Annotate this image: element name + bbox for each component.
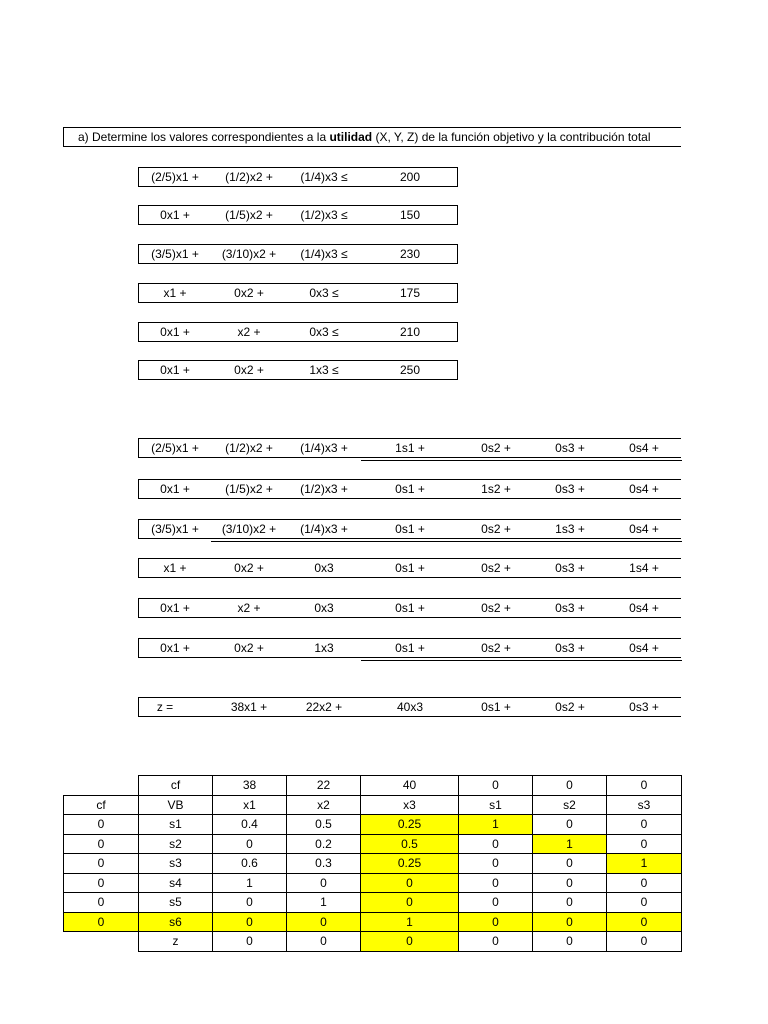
term: (1/5)x2 + bbox=[225, 482, 273, 496]
term: 0s1 + bbox=[395, 561, 425, 575]
term: 0s4 + bbox=[629, 601, 659, 615]
term: 0x3 ≤ bbox=[309, 286, 339, 300]
term: 1s3 + bbox=[555, 522, 585, 536]
cf-cell: 0 bbox=[533, 776, 607, 796]
term: 0s2 + bbox=[481, 441, 511, 455]
cell: 1 bbox=[287, 893, 361, 913]
term: 1x3 ≤ bbox=[309, 363, 339, 377]
term: 0s2 + bbox=[481, 522, 511, 536]
term: (1/2)x2 + bbox=[225, 441, 273, 455]
term: (2/5)x1 + bbox=[151, 170, 199, 184]
term: 1x3 bbox=[314, 641, 334, 655]
term: 0x3 bbox=[314, 601, 334, 615]
term: (2/5)x1 + bbox=[151, 441, 199, 455]
term: (1/4)x3 ≤ bbox=[300, 247, 348, 261]
standard-row-3 bbox=[138, 519, 681, 539]
cell: 0 bbox=[64, 834, 139, 854]
cf-cell: 0 bbox=[607, 776, 682, 796]
term: 0s2 + bbox=[481, 561, 511, 575]
cell: 0.25 bbox=[361, 854, 459, 874]
statement-bold: utilidad bbox=[329, 130, 373, 144]
z-row bbox=[64, 932, 682, 952]
cell: s3 bbox=[139, 854, 213, 874]
cell: 0 bbox=[64, 873, 139, 893]
rhs: 230 bbox=[399, 247, 421, 261]
term: 0x1 + bbox=[160, 363, 190, 377]
cell: 0 bbox=[287, 873, 361, 893]
header-cell: x1 bbox=[213, 795, 287, 815]
cell: 0 bbox=[64, 815, 139, 835]
simplex-tableau bbox=[63, 775, 682, 952]
term: 1s1 + bbox=[395, 441, 425, 455]
cell: 0 bbox=[459, 893, 533, 913]
term: 0s4 + bbox=[629, 641, 659, 655]
term: 0x1 + bbox=[160, 601, 190, 615]
table-row bbox=[64, 834, 682, 854]
cell: 0 bbox=[533, 854, 607, 874]
term: 1s2 + bbox=[481, 482, 511, 496]
standard-row-2 bbox=[138, 479, 681, 499]
constraint-6 bbox=[138, 360, 458, 380]
term: 0s3 + bbox=[629, 700, 659, 714]
term: 38x1 + bbox=[230, 700, 268, 714]
term: 0s3 + bbox=[555, 441, 585, 455]
cell: 0 bbox=[287, 912, 361, 932]
cell: 0.4 bbox=[213, 815, 287, 835]
term: 0x3 ≤ bbox=[309, 325, 339, 339]
term: 0s4 + bbox=[629, 522, 659, 536]
term: 0s3 + bbox=[555, 482, 585, 496]
header-cell: s1 bbox=[459, 795, 533, 815]
constraint-1 bbox=[138, 167, 458, 187]
term: 0s4 + bbox=[629, 441, 659, 455]
statement-suffix: (X, Y, Z) de la función objetivo y la contribución total bbox=[372, 130, 651, 144]
cell: 1 bbox=[361, 912, 459, 932]
cell: 0 bbox=[361, 873, 459, 893]
term: 0s1 + bbox=[395, 522, 425, 536]
cell: 1 bbox=[459, 815, 533, 835]
header-cell: cf bbox=[64, 795, 139, 815]
term: (1/5)x2 + bbox=[225, 208, 273, 222]
cf-cell: 22 bbox=[287, 776, 361, 796]
table-row bbox=[64, 815, 682, 835]
pivot-row bbox=[64, 912, 682, 932]
cell: 0 bbox=[459, 932, 533, 952]
term: (1/2)x2 + bbox=[225, 170, 273, 184]
cell: 0.25 bbox=[361, 815, 459, 835]
cell: 0 bbox=[607, 873, 682, 893]
cell: 0 bbox=[607, 932, 682, 952]
term: 0s2 + bbox=[555, 700, 585, 714]
cf-cell: 40 bbox=[361, 776, 459, 796]
standard-row-1 bbox=[138, 438, 681, 458]
statement-prefix: a) Determine los valores correspondientes a la bbox=[78, 130, 330, 144]
cell: 0 bbox=[213, 893, 287, 913]
term: 0s1 + bbox=[395, 601, 425, 615]
problem-statement bbox=[63, 127, 681, 147]
cell: 0 bbox=[533, 873, 607, 893]
term: 0x1 + bbox=[160, 641, 190, 655]
cf-cell: 0 bbox=[459, 776, 533, 796]
term: x1 + bbox=[163, 286, 187, 300]
term: (3/10)x2 + bbox=[221, 247, 277, 261]
term: (3/5)x1 + bbox=[151, 247, 199, 261]
term: (1/4)x3 + bbox=[300, 522, 348, 536]
cell: 0 bbox=[213, 932, 287, 952]
term: (1/2)x3 ≤ bbox=[300, 208, 348, 222]
cell: 1 bbox=[607, 854, 682, 874]
term: (1/4)x3 ≤ bbox=[300, 170, 348, 184]
term: 0s3 + bbox=[555, 601, 585, 615]
cell: 0 bbox=[213, 912, 287, 932]
table-row bbox=[64, 893, 682, 913]
cell: 0.3 bbox=[287, 854, 361, 874]
constraint-2 bbox=[138, 205, 458, 225]
term: (3/10)x2 + bbox=[221, 522, 277, 536]
cell: 0 bbox=[607, 815, 682, 835]
cell: 0 bbox=[533, 815, 607, 835]
cell: s6 bbox=[139, 912, 213, 932]
term: 1s4 + bbox=[629, 561, 659, 575]
term: 0x1 + bbox=[160, 325, 190, 339]
term: (3/5)x1 + bbox=[151, 522, 199, 536]
cell: 0 bbox=[533, 912, 607, 932]
cell: 0 bbox=[459, 834, 533, 854]
term: x1 + bbox=[163, 561, 187, 575]
rhs: 250 bbox=[399, 363, 421, 377]
term: 0x1 + bbox=[160, 208, 190, 222]
rhs: 200 bbox=[399, 170, 421, 184]
term: 0s1 + bbox=[395, 482, 425, 496]
cf-cell: 38 bbox=[213, 776, 287, 796]
term: x2 + bbox=[237, 601, 261, 615]
cf-label: cf bbox=[139, 776, 213, 796]
header-cell: s2 bbox=[533, 795, 607, 815]
term: 0s2 + bbox=[481, 641, 511, 655]
cell: 1 bbox=[213, 873, 287, 893]
header-row bbox=[64, 795, 682, 815]
cell: 0 bbox=[459, 912, 533, 932]
standard-row-5 bbox=[138, 598, 681, 618]
cell: 0 bbox=[64, 912, 139, 932]
cell: 0.2 bbox=[287, 834, 361, 854]
term: z = bbox=[156, 700, 174, 714]
cell: 0 bbox=[459, 854, 533, 874]
term: 0x2 + bbox=[234, 561, 264, 575]
term: 0s2 + bbox=[481, 601, 511, 615]
term: (1/2)x3 + bbox=[300, 482, 348, 496]
header-cell: x2 bbox=[287, 795, 361, 815]
term: 0s3 + bbox=[555, 561, 585, 575]
term: x2 + bbox=[237, 325, 261, 339]
cell: 0 bbox=[64, 854, 139, 874]
cell: z bbox=[139, 932, 213, 952]
cell: s2 bbox=[139, 834, 213, 854]
table-row bbox=[64, 854, 682, 874]
cell: 0 bbox=[607, 893, 682, 913]
term: 0s1 + bbox=[395, 641, 425, 655]
term: 0x1 + bbox=[160, 482, 190, 496]
cf-row bbox=[64, 776, 682, 796]
standard-row-4 bbox=[138, 558, 681, 578]
table-row bbox=[64, 873, 682, 893]
rhs: 175 bbox=[399, 286, 421, 300]
cell: 0 bbox=[607, 912, 682, 932]
term: 0s3 + bbox=[555, 641, 585, 655]
constraint-3 bbox=[138, 244, 458, 264]
term: 22x2 + bbox=[305, 700, 343, 714]
cell: 0 bbox=[533, 932, 607, 952]
cell: 0.5 bbox=[361, 834, 459, 854]
rhs: 210 bbox=[399, 325, 421, 339]
cell: s1 bbox=[139, 815, 213, 835]
cell: 0.5 bbox=[287, 815, 361, 835]
term: (1/4)x3 + bbox=[300, 441, 348, 455]
cell: 0 bbox=[213, 834, 287, 854]
header-cell: VB bbox=[139, 795, 213, 815]
cell: 0 bbox=[607, 834, 682, 854]
objective-function bbox=[138, 697, 681, 717]
cell: 0 bbox=[459, 873, 533, 893]
term: 0x2 + bbox=[234, 641, 264, 655]
term: 0x2 + bbox=[234, 286, 264, 300]
cell: s4 bbox=[139, 873, 213, 893]
standard-row-6 bbox=[138, 638, 681, 658]
constraint-4 bbox=[138, 283, 458, 303]
cell: 0 bbox=[533, 893, 607, 913]
term: 0s1 + bbox=[481, 700, 511, 714]
term: 40x3 bbox=[396, 700, 424, 714]
cell: 0 bbox=[287, 932, 361, 952]
term: 0s4 + bbox=[629, 482, 659, 496]
header-cell: x3 bbox=[361, 795, 459, 815]
term: 0x2 + bbox=[234, 363, 264, 377]
cell: s5 bbox=[139, 893, 213, 913]
cell: 0.6 bbox=[213, 854, 287, 874]
rhs: 150 bbox=[399, 208, 421, 222]
cell: 1 bbox=[533, 834, 607, 854]
constraint-5 bbox=[138, 322, 458, 342]
cell: 0 bbox=[361, 893, 459, 913]
header-cell: s3 bbox=[607, 795, 682, 815]
term: 0x3 bbox=[314, 561, 334, 575]
cell: 0 bbox=[64, 893, 139, 913]
cell: 0 bbox=[361, 932, 459, 952]
